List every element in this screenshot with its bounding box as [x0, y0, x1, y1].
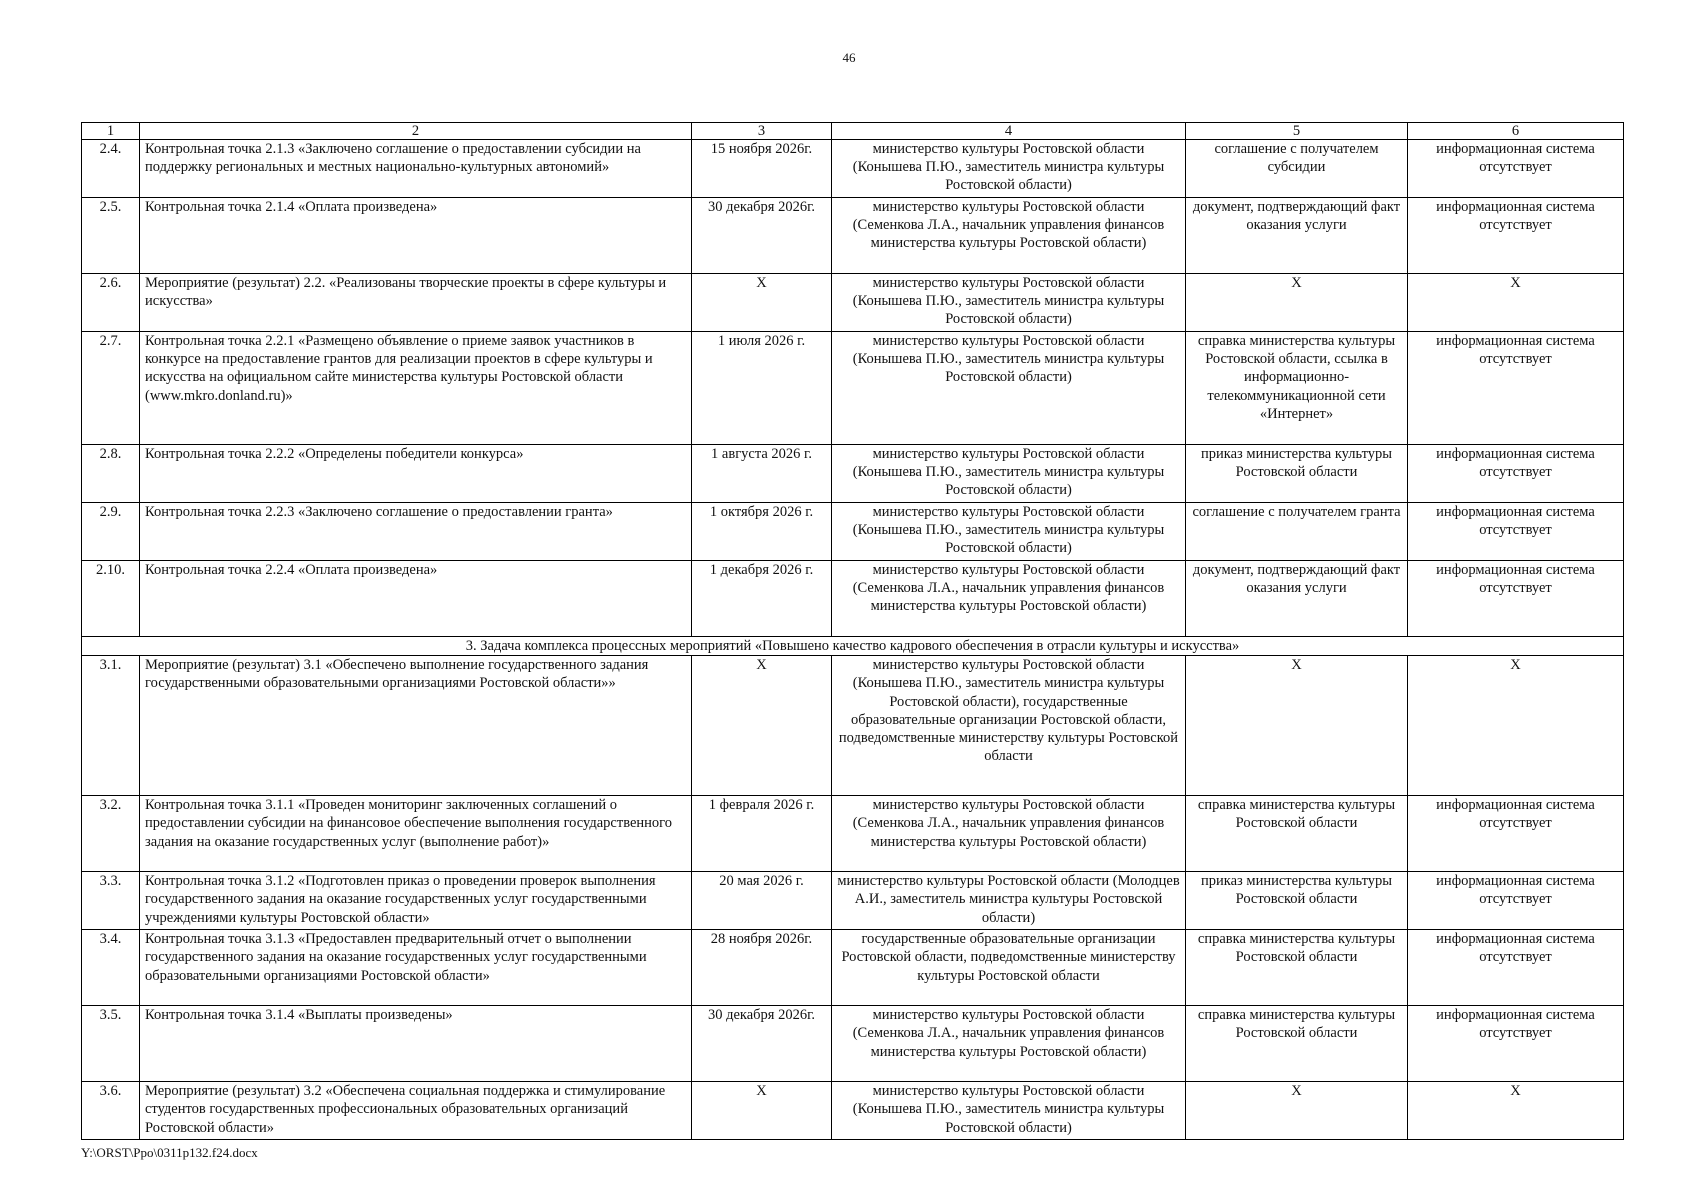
item-name: Контрольная точка 2.2.4 «Оплата произведена»	[140, 561, 692, 637]
responsible-executor: министерство культуры Ростовской области (Семенкова Л.А., начальник управления финансов министерства культуры Ростовской области)	[832, 1006, 1186, 1082]
information-system: информационная система отсутствует	[1408, 445, 1624, 503]
responsible-executor: министерство культуры Ростовской области (Конышева П.Ю., заместитель министра культуры Ростовской области)	[832, 274, 1186, 332]
responsible-executor: министерство культуры Ростовской области (Семенкова Л.А., начальник управления финансов министерства культуры Ростовской области)	[832, 198, 1186, 274]
responsible-executor: министерство культуры Ростовской области (Семенкова Л.А., начальник управления финансов министерства культуры Ростовской области)	[832, 796, 1186, 872]
item-name: Контрольная точка 2.2.3 «Заключено соглашение о предоставлении гранта»	[140, 503, 692, 561]
page-number: 46	[842, 50, 856, 65]
item-name: Контрольная точка 3.1.3 «Предоставлен предварительный отчет о выполнении государственного задания на оказание государственных услуг государственными образовательными организациями Ростовской области»	[140, 930, 692, 1006]
confirming-document: соглашение с получателем гранта	[1186, 503, 1408, 561]
information-system: информационная система отсутствует	[1408, 930, 1624, 1006]
responsible-executor: министерство культуры Ростовской области (Конышева П.Ю., заместитель министра культуры Ростовской области)	[832, 1082, 1186, 1140]
deadline: 1 февраля 2026 г.	[692, 796, 832, 872]
plan-table	[81, 122, 1624, 1140]
confirming-document: Х	[1186, 656, 1408, 796]
deadline: 1 июля 2026 г.	[692, 332, 832, 445]
deadline: Х	[692, 274, 832, 332]
table-row	[82, 656, 1624, 796]
responsible-executor: министерство культуры Ростовской области (Конышева П.Ю., заместитель министра культуры Ростовской области)	[832, 445, 1186, 503]
confirming-document: приказ министерства культуры Ростовской области	[1186, 872, 1408, 930]
item-name: Мероприятие (результат) 2.2. «Реализованы творческие проекты в сфере культуры и искусства»	[140, 274, 692, 332]
confirming-document: приказ министерства культуры Ростовской области	[1186, 445, 1408, 503]
information-system: информационная система отсутствует	[1408, 796, 1624, 872]
item-name: Контрольная точка 2.2.1 «Размещено объявление о приеме заявок участников в конкурсе на предоставление грантов для реализации проектов в сфере культуры и искусства на официальном сайте министерства культуры Ростовской области (www.mkro.donland.ru)»	[140, 332, 692, 445]
information-system: информационная система отсутствует	[1408, 561, 1624, 637]
deadline: 30 декабря 2026г.	[692, 1006, 832, 1082]
deadline: 28 ноября 2026г.	[692, 930, 832, 1006]
table-row	[82, 1082, 1624, 1140]
item-name: Контрольная точка 3.1.2 «Подготовлен приказ о проведении проверок выполнения государственного задания на оказание государственных услуг государственными учреждениями культуры Ростовской области»	[140, 872, 692, 930]
information-system: информационная система отсутствует	[1408, 198, 1624, 274]
item-name: Мероприятие (результат) 3.2 «Обеспечена социальная поддержка и стимулирование студентов государственных профессиональных образовательных организаций Ростовской области»	[140, 1082, 692, 1140]
item-name: Контрольная точка 3.1.1 «Проведен мониторинг заключенных соглашений о предоставлении субсидии на финансовое обеспечение выполнения государственного задания на оказание государственных услуг (выполнение работ)»	[140, 796, 692, 872]
information-system: информационная система отсутствует	[1408, 140, 1624, 198]
confirming-document: справка министерства культуры Ростовской области	[1186, 930, 1408, 1006]
table-row	[82, 332, 1624, 445]
item-name: Контрольная точка 2.1.3 «Заключено соглашение о предоставлении субсидии на поддержку региональных и местных национально-культурных автономий»	[140, 140, 692, 198]
row-number: 3.5.	[82, 1006, 140, 1082]
table-row	[82, 561, 1624, 637]
confirming-document: справка министерства культуры Ростовской области	[1186, 796, 1408, 872]
row-number: 3.4.	[82, 930, 140, 1006]
column-number: 6	[1408, 123, 1624, 140]
responsible-executor: министерство культуры Ростовской области (Конышева П.Ю., заместитель министра культуры Ростовской области)	[832, 140, 1186, 198]
table-row	[82, 796, 1624, 872]
item-name: Мероприятие (результат) 3.1 «Обеспечено выполнение государственного задания государственными образовательными организациями Ростовской области»»	[140, 656, 692, 796]
information-system: информационная система отсутствует	[1408, 872, 1624, 930]
table-row	[82, 872, 1624, 930]
confirming-document: Х	[1186, 1082, 1408, 1140]
deadline: 1 августа 2026 г.	[692, 445, 832, 503]
section-title: 3. Задача комплекса процессных мероприятий «Повышено качество кадрового обеспечения в отрасли культуры и искусства»	[82, 637, 1624, 656]
responsible-executor: министерство культуры Ростовской области (Семенкова Л.А., начальник управления финансов министерства культуры Ростовской области)	[832, 561, 1186, 637]
row-number: 2.4.	[82, 140, 140, 198]
table-row	[82, 445, 1624, 503]
responsible-executor: министерство культуры Ростовской области (Молодцев А.И., заместитель министра культуры Ростовской области)	[832, 872, 1186, 930]
row-number: 2.10.	[82, 561, 140, 637]
confirming-document: справка министерства культуры Ростовской области, ссылка в информационно-телекоммуникационной сети «Интернет»	[1186, 332, 1408, 445]
row-number: 3.3.	[82, 872, 140, 930]
information-system: информационная система отсутствует	[1408, 503, 1624, 561]
row-number: 2.9.	[82, 503, 140, 561]
item-name: Контрольная точка 2.1.4 «Оплата произведена»	[140, 198, 692, 274]
table-row	[82, 140, 1624, 198]
deadline: 20 мая 2026 г.	[692, 872, 832, 930]
responsible-executor: министерство культуры Ростовской области (Конышева П.Ю., заместитель министра культуры Ростовской области)	[832, 503, 1186, 561]
column-number-row	[82, 123, 1624, 140]
confirming-document: документ, подтверждающий факт оказания услуги	[1186, 561, 1408, 637]
information-system: Х	[1408, 274, 1624, 332]
deadline: Х	[692, 1082, 832, 1140]
column-number: 1	[82, 123, 140, 140]
deadline: 15 ноября 2026г.	[692, 140, 832, 198]
item-name: Контрольная точка 2.2.2 «Определены победители конкурса»	[140, 445, 692, 503]
confirming-document: Х	[1186, 274, 1408, 332]
confirming-document: соглашение с получателем субсидии	[1186, 140, 1408, 198]
information-system: информационная система отсутствует	[1408, 1006, 1624, 1082]
table-row	[82, 198, 1624, 274]
column-number: 5	[1186, 123, 1408, 140]
row-number: 2.5.	[82, 198, 140, 274]
deadline: Х	[692, 656, 832, 796]
row-number: 3.2.	[82, 796, 140, 872]
table-row	[82, 274, 1624, 332]
table-row	[82, 930, 1624, 1006]
responsible-executor: министерство культуры Ростовской области (Конышева П.Ю., заместитель министра культуры Ростовской области)	[832, 332, 1186, 445]
row-number: 3.6.	[82, 1082, 140, 1140]
column-number: 3	[692, 123, 832, 140]
deadline: 1 декабря 2026 г.	[692, 561, 832, 637]
item-name: Контрольная точка 3.1.4 «Выплаты произведены»	[140, 1006, 692, 1082]
confirming-document: справка министерства культуры Ростовской области	[1186, 1006, 1408, 1082]
column-number: 4	[832, 123, 1186, 140]
row-number: 3.1.	[82, 656, 140, 796]
column-number: 2	[140, 123, 692, 140]
confirming-document: документ, подтверждающий факт оказания услуги	[1186, 198, 1408, 274]
table-row	[82, 1006, 1624, 1082]
deadline: 30 декабря 2026г.	[692, 198, 832, 274]
deadline: 1 октября 2026 г.	[692, 503, 832, 561]
row-number: 2.7.	[82, 332, 140, 445]
information-system: Х	[1408, 656, 1624, 796]
information-system: информационная система отсутствует	[1408, 332, 1624, 445]
row-number: 2.6.	[82, 274, 140, 332]
table-row	[82, 503, 1624, 561]
information-system: Х	[1408, 1082, 1624, 1140]
responsible-executor: министерство культуры Ростовской области (Конышева П.Ю., заместитель министра культуры Ростовской области), государственные образовательные организации Ростовской области, подведомственные министерству культуры Ростовской области	[832, 656, 1186, 796]
section-header-row	[82, 637, 1624, 656]
responsible-executor: государственные образовательные организации Ростовской области, подведомственные министерству культуры Ростовской области	[832, 930, 1186, 1006]
file-path-footer: Y:\ORST\Ppo\0311p132.f24.docx	[81, 1145, 258, 1160]
row-number: 2.8.	[82, 445, 140, 503]
